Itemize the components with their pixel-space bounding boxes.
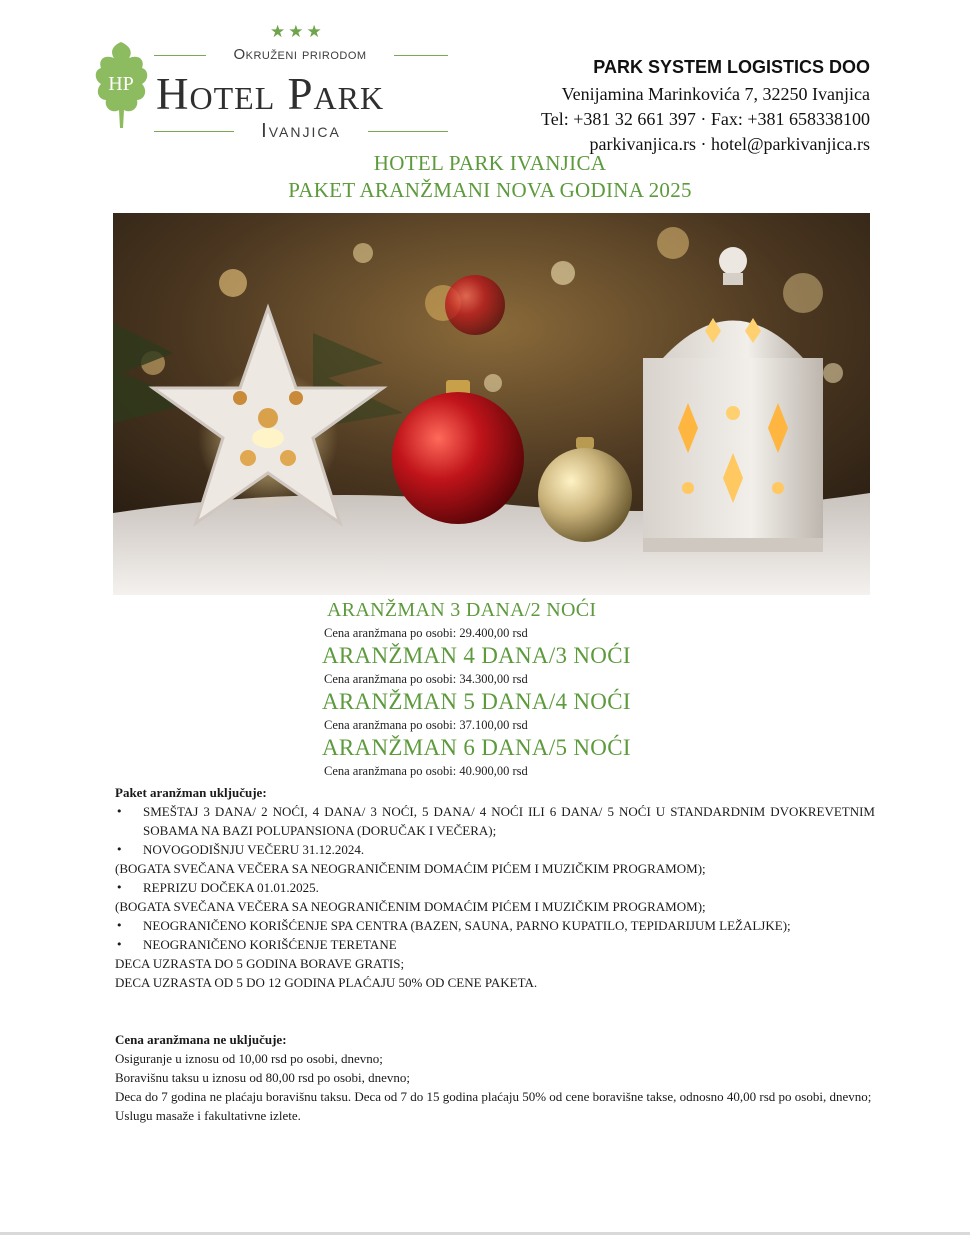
- package-list: [322, 597, 822, 781]
- tagline-rule-left: [154, 55, 206, 56]
- excludes-section: [115, 1030, 875, 1125]
- rating-stars: ★★★: [270, 22, 325, 42]
- monogram: HP: [108, 73, 134, 95]
- bullet-icon: •: [116, 881, 123, 894]
- exclude-line: Deca do 7 godina ne plaćaju boravišnu taksu. Deca od 7 do 15 godina plaćaju 50% od cene boravišne takse, odnosno 40,00 rsd po osobi, dnevno;: [115, 1089, 872, 1104]
- company-phone: Tel: +381 32 661 397 · Fax: +381 658338100: [540, 109, 870, 129]
- package-price: Cena aranžmana po osobi: 37.100,00 rsd: [324, 718, 528, 732]
- bullet-icon: •: [116, 919, 123, 932]
- document-title: [0, 150, 970, 204]
- exclude-line: Uslugu masaže i fakultativne izlete.: [115, 1108, 301, 1123]
- includes-heading: Paket aranžman uključuje:: [115, 785, 267, 800]
- includes-list: [115, 916, 875, 954]
- package-title: ARANŽMAN 4 DANA/3 NOĆI: [322, 643, 631, 668]
- tagline: Okruženi prirodom: [233, 46, 367, 63]
- note-line: (BOGATA SVEČANA VEČERA SA NEOGRANIČENIM DOMAĆIM PIĆEM I MUZIČKIM PROGRAMOM);: [115, 861, 706, 876]
- city-rule-left: [154, 131, 234, 132]
- tagline-rule-right: [394, 55, 448, 56]
- includes-section: [115, 783, 875, 992]
- bullet-icon: •: [116, 843, 123, 856]
- company-info: [541, 57, 870, 157]
- page-bottom-edge: [0, 1232, 970, 1235]
- bullet-icon: •: [116, 938, 123, 951]
- kids-line: DECA UZRASTA DO 5 GODINA BORAVE GRATIS;: [115, 956, 405, 971]
- title-line-1: HOTEL PARK IVANJICA: [373, 151, 607, 175]
- city-rule-right: [368, 131, 448, 132]
- list-item: • REPRIZU DOČEKA 01.01.2025.: [116, 880, 319, 895]
- package-price: Cena aranžmana po osobi: 29.400,00 rsd: [324, 626, 528, 640]
- kids-line: DECA UZRASTA OD 5 DO 12 GODINA PLAĆAJU 50% OD CENE PAKETA.: [115, 975, 538, 990]
- excludes-heading: Cena aranžmana ne uključuje:: [115, 1032, 287, 1047]
- package-title: ARANŽMAN 6 DANA/5 NOĆI: [322, 735, 631, 760]
- package-title: ARANŽMAN 5 DANA/4 NOĆI: [322, 689, 631, 714]
- company-name: PARK SYSTEM LOGISTICS DOO: [593, 57, 870, 77]
- exclude-line: Boravišnu taksu u iznosu od 80,00 rsd po osobi, dnevno;: [115, 1070, 411, 1085]
- city-name: Ivanjica: [261, 120, 341, 142]
- tagline-row: [154, 46, 448, 66]
- list-item: • NEOGRANIČENO KORIŠĆENJE TERETANE: [116, 937, 397, 952]
- hotel-logo: [92, 20, 452, 152]
- title-line-2: PAKET ARANŽMANI NOVA GODINA 2025: [288, 178, 692, 202]
- christmas-decorations-icon: [113, 213, 870, 595]
- includes-list: [115, 802, 875, 859]
- oak-leaf-icon: [92, 38, 150, 130]
- company-web: parkivanjica.rs · hotel@parkivanjica.rs: [589, 134, 870, 154]
- brand-name: Hotel Park: [156, 69, 385, 119]
- package-title: ARANŽMAN 3 DANA/2 NOĆI: [327, 599, 597, 621]
- bullet-icon: •: [116, 805, 123, 818]
- list-item: • NEOGRANIČENO KORIŠĆENJE SPA CENTRA (BAZEN, SAUNA, PARNO KUPATILO, TEPIDARIJUM LEŽALJKE);: [116, 918, 791, 933]
- note-line: (BOGATA SVEČANA VEČERA SA NEOGRANIČENIM DOMAĆIM PIĆEM I MUZIČKIM PROGRAMOM);: [115, 899, 706, 914]
- list-item: • SMEŠTAJ 3 DANA/ 2 NOĆI, 4 DANA/ 3 NOĆI, 5 DANA/ 4 NOĆI ILI 6 DANA/ 5 NOĆI U STANDARDNIM DVOKREVETNIM SOBAMA NA BAZI POLUPANSIONA (DORUČAK I VEČERA);: [116, 804, 875, 838]
- package-price: Cena aranžmana po osobi: 40.900,00 rsd: [324, 764, 528, 778]
- city-row: [154, 120, 448, 144]
- list-item: • NOVOGODIŠNJU VEČERU 31.12.2024.: [116, 842, 365, 857]
- christmas-photo: [113, 213, 870, 595]
- includes-list: [115, 878, 875, 897]
- package-price: Cena aranžmana po osobi: 34.300,00 rsd: [324, 672, 528, 686]
- company-address: Venijamina Marinkovića 7, 32250 Ivanjica: [561, 84, 870, 104]
- exclude-line: Osiguranje u iznosu od 10,00 rsd po osobi, dnevno;: [115, 1051, 383, 1066]
